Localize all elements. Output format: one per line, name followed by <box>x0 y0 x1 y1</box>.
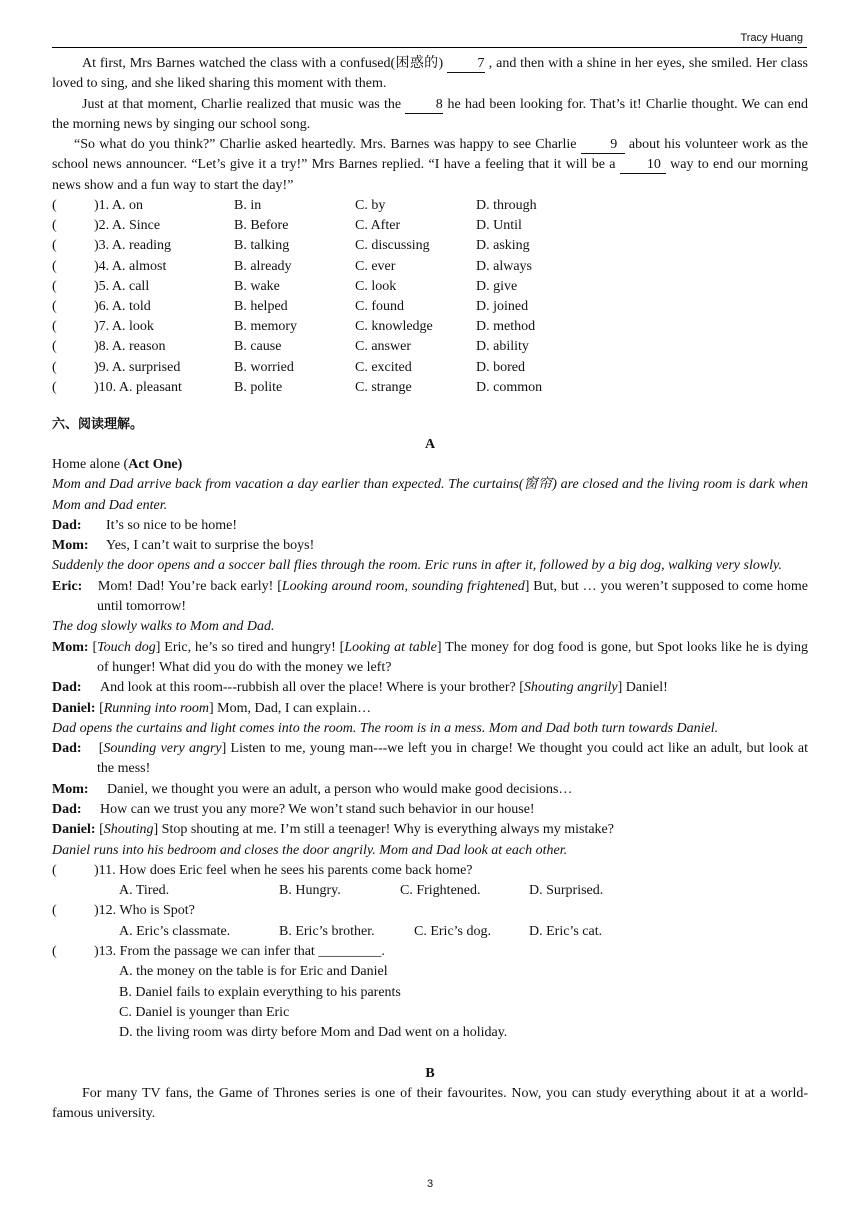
answer-bracket[interactable]: ( <box>52 319 57 335</box>
dialogue-line: Dad: [Sounding very angry] Listen to me, young man---we left you in charge! We thought you could act like an adult, but look at the mess! <box>52 741 808 777</box>
dialogue-line: Dad: And look at this room---rubbish all over the place! Where is your brother? [Shouting angrily] Daniel! <box>52 680 668 696</box>
answer-bracket[interactable]: ( <box>52 339 57 355</box>
answer-option: A. the money on the table is for Eric and Daniel <box>119 964 388 980</box>
stage-direction: Suddenly the door opens and a soccer ball flies through the room. Eric runs in after it, followed by a big dog, walking very slowly. <box>52 558 783 574</box>
dialogue-line: Daniel: [Shouting] Stop shouting at me. I’m still a teenager! Why is everything always my mistake? <box>52 822 614 838</box>
page-number: 3 <box>426 1178 434 1190</box>
answer-bracket[interactable]: ( <box>52 379 57 395</box>
stage-direction: Mom and Dad arrive back from vacation a day earlier than expected. The curtains(窗帘) are closed and the living room is dark when Mom and Dad enter. <box>52 477 808 513</box>
dialogue-line: Mom: Daniel, we thought you were an adult, a person who would make good decisions… <box>52 781 573 797</box>
answer-bracket[interactable]: ( <box>52 218 57 234</box>
answer-bracket[interactable]: ( <box>52 258 57 274</box>
option-row: ( )8. A. reason B. cause C. answer D. ability <box>52 337 808 357</box>
answer-bracket[interactable]: ( <box>52 944 57 960</box>
stage-direction: The dog slowly walks to Mom and Dad. <box>52 619 275 635</box>
question-12: ( )12. Who is Spot? <box>52 901 808 921</box>
option-row: ( )3. A. reading B. talking C. discussing D. asking <box>52 236 808 256</box>
option-row: ( )10. A. pleasant B. polite C. strange D. common <box>52 378 808 398</box>
passage-title: Home alone (Act One) <box>52 456 183 472</box>
answer-bracket[interactable]: ( <box>52 238 57 254</box>
answer-bracket[interactable]: ( <box>52 198 57 214</box>
dialogue-line: Mom: Yes, I can’t wait to surprise the boys! <box>52 538 315 554</box>
section-title: 六、阅读理解。 <box>52 416 144 432</box>
option-row: ( )1. A. on B. in C. by D. through <box>52 196 808 216</box>
answer-bracket[interactable]: ( <box>52 903 57 919</box>
question-13: ( )13. From the passage we can infer that _________. <box>52 942 808 962</box>
answer-options: A. Tired. B. Hungry. C. Frightened. D. Surprised. <box>119 883 604 899</box>
worksheet-content <box>52 54 808 1124</box>
dialogue-line: Dad: How can we trust you any more? We won’t stand such behavior in our house! <box>52 802 535 817</box>
answer-option: B. Daniel fails to explain everything to his parents <box>119 984 401 1000</box>
cloze-paragraph: Just at that moment, Charlie realized that music was the 8 he had been looking for. That’s it! Charlie thought. We can end the morning news by singing our school song. <box>52 96 808 132</box>
stage-direction: Daniel runs into his bedroom and closes the door angrily. Mom and Dad look at each other. <box>52 842 568 858</box>
blank-9: 9 <box>581 137 625 154</box>
passage-b-paragraph: For many TV fans, the Game of Thrones series is one of their favourites. Now, you can study everything about it at a world-famous university. <box>52 1085 808 1121</box>
option-row: ( )7. A. look B. memory C. knowledge D. method <box>52 317 808 337</box>
author-name: Tracy Huang <box>740 32 803 44</box>
question-11: ( )11. How does Eric feel when he sees his parents come back home? <box>52 861 808 881</box>
answer-bracket[interactable]: ( <box>52 299 57 315</box>
answer-option: D. the living room was dirty before Mom and Dad went on a holiday. <box>119 1025 508 1041</box>
answer-bracket[interactable]: ( <box>52 862 57 878</box>
cloze-paragraph: At first, Mrs Barnes watched the class with a confused(困惑的) 7 , and then with a shine in her eyes, she smiled. Her class loved to sing, and she liked sharing this moment with them. <box>52 56 808 92</box>
dialogue-line: Mom: [Touch dog] Eric, he’s so tired and hungry! [Looking at table] The money for dog food is gone, but Spot looks like he is dying of hunger! What did you do with the money we left? <box>52 639 809 675</box>
answer-bracket[interactable]: ( <box>52 359 57 375</box>
page-header <box>52 33 807 48</box>
stage-direction: Dad opens the curtains and light comes into the room. The room is in a mess. Mom and Dad both turn towards Daniel. <box>52 720 719 736</box>
option-row: ( )9. A. surprised B. worried C. excited D. bored <box>52 358 808 378</box>
passage-a-letter: A <box>424 436 436 452</box>
dialogue-line: Dad: It’s so nice to be home! <box>52 517 238 533</box>
answer-option: C. Daniel is younger than Eric <box>119 1004 290 1020</box>
option-row: ( )2. A. Since B. Before C. After D. Until <box>52 216 808 236</box>
cloze-paragraph: “So what do you think?” Charlie asked heartedly. Mrs. Barnes was happy to see Charlie 9 about his volunteer work as the school news announcer. “Let’s give it a try!” Mrs Barnes replied. “I have a feeling that it will be a 10 way to end our morning news show and a fun way to start the day!” <box>52 137 808 193</box>
option-row: ( )5. A. call B. wake C. look D. give <box>52 277 808 297</box>
option-row: ( )6. A. told B. helped C. found D. joined <box>52 297 808 317</box>
answer-bracket[interactable]: ( <box>52 278 57 294</box>
answer-options: A. Eric’s classmate. B. Eric’s brother. C. Eric’s dog. D. Eric’s cat. <box>119 923 603 939</box>
dialogue-line: Daniel: [Running into room] Mom, Dad, I can explain… <box>52 700 372 716</box>
option-row: ( )4. A. almost B. already C. ever D. always <box>52 257 808 277</box>
passage-b-letter: B <box>425 1065 435 1081</box>
dialogue-line: Eric: Mom! Dad! You’re back early! [Looking around room, sounding frightened] But, but … you weren’t supposed to come home until tomorrow! <box>52 578 808 615</box>
cloze-options <box>52 196 808 398</box>
blank-10: 10 <box>620 157 666 174</box>
blank-8: 8 <box>405 97 443 114</box>
blank-7: 7 <box>447 56 485 73</box>
